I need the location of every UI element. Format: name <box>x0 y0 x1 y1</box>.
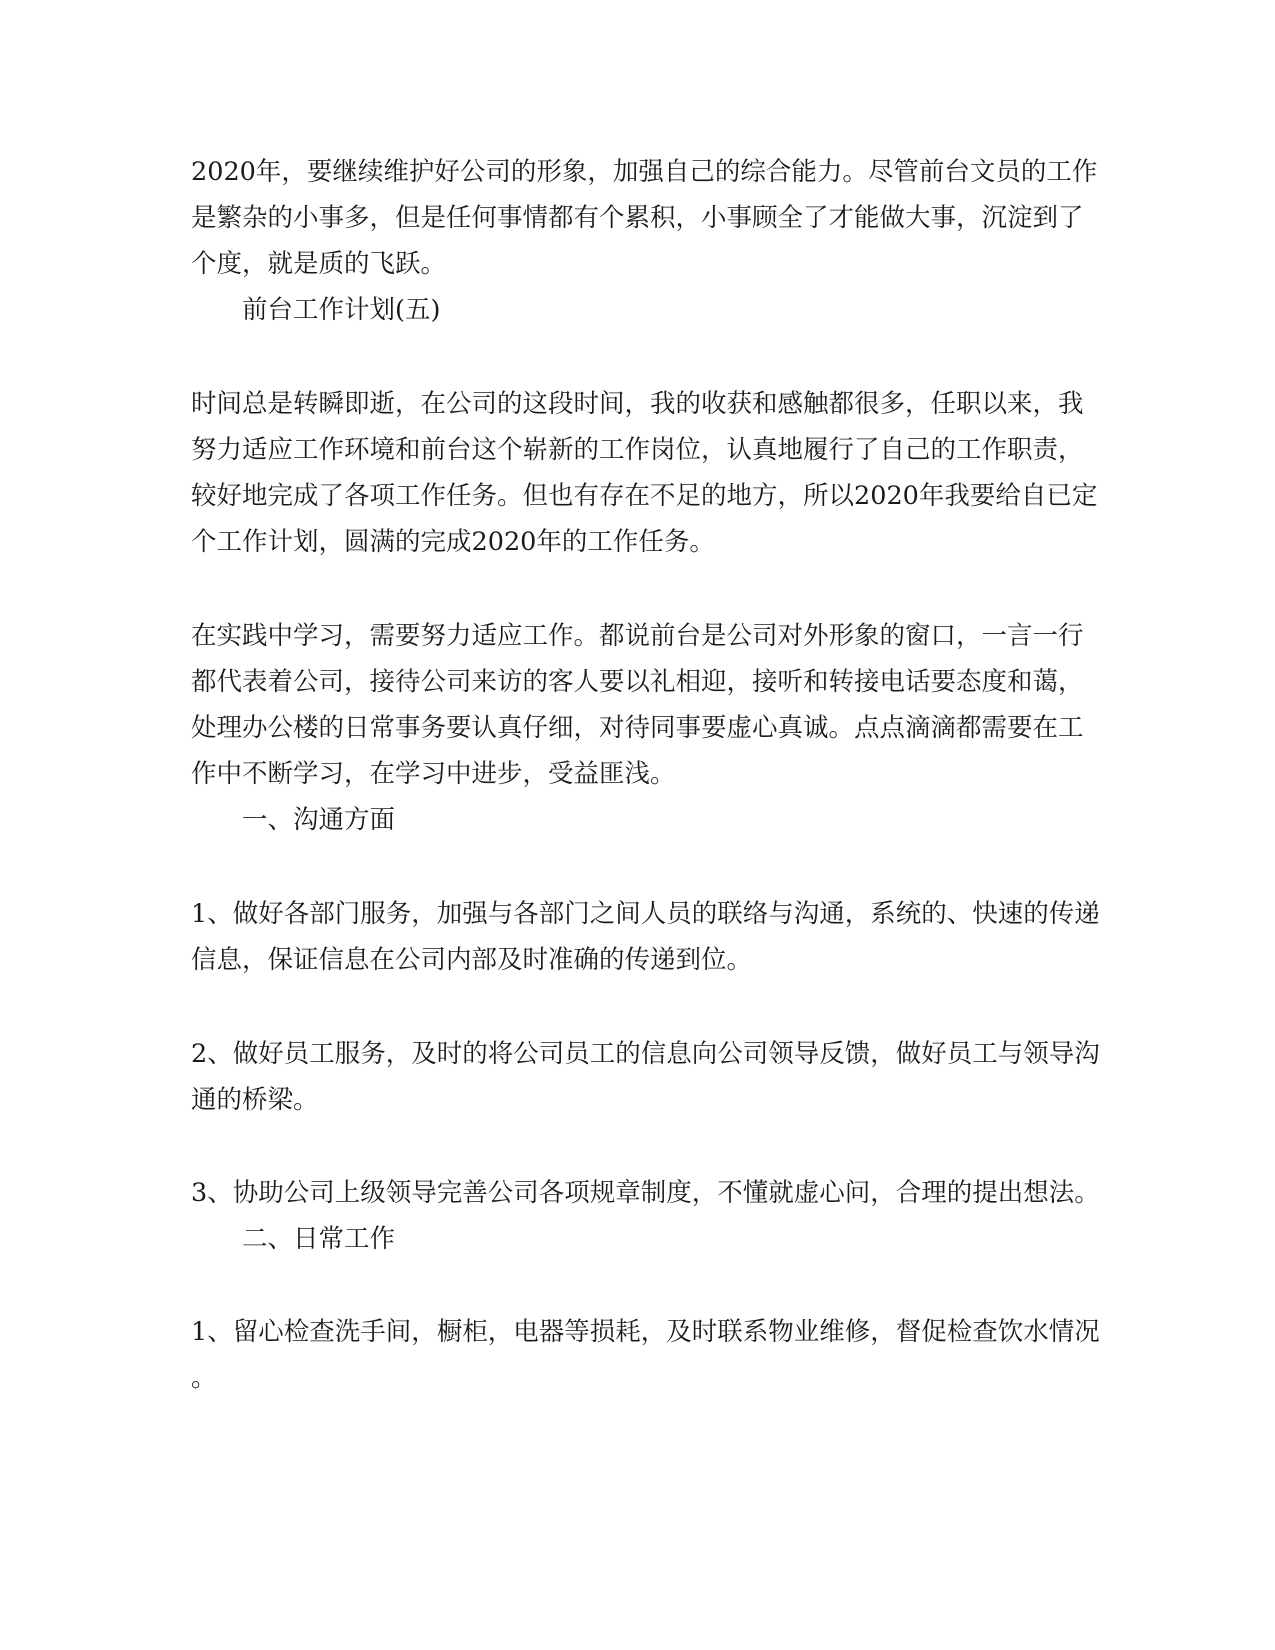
section-heading: 二、日常工作 <box>242 1224 396 1254</box>
section-heading: 一、沟通方面 <box>242 805 396 835</box>
paragraph-line: 时间总是转瞬即逝，在公司的这段时间，我的收获和感触都很多，任职以来，我 <box>191 389 1084 419</box>
list-item-line: 信息，保证信息在公司内部及时准确的传递到位。 <box>191 945 753 975</box>
paragraph-line: 2020年，要继续维护好公司的形象，加强自己的综合能力。尽管前台文员的工作 <box>191 157 1098 187</box>
list-item-line: 通的桥梁。 <box>191 1085 319 1115</box>
paragraph-line: 都代表着公司，接待公司来访的客人要以礼相迎，接听和转接电话要态度和蔼， <box>191 667 1084 697</box>
paragraph-line: 是繁杂的小事多，但是任何事情都有个累积，小事顾全了才能做大事，沉淀到了 <box>191 203 1084 233</box>
section-heading: 前台工作计划(五) <box>242 295 441 325</box>
list-item-line: 2、做好员工服务，及时的将公司员工的信息向公司领导反馈，做好员工与领导沟 <box>191 1039 1100 1069</box>
list-item-line: 3、协助公司上级领导完善公司各项规章制度，不懂就虚心问，合理的提出想法。 <box>191 1178 1100 1208</box>
paragraph-line: 较好地完成了各项工作任务。但也有存在不足的地方，所以2020年我要给自已定 <box>191 481 1098 511</box>
paragraph-line: 个工作计划，圆满的完成2020年的工作任务。 <box>191 527 715 557</box>
paragraph-line: 作中不断学习，在学习中进步，受益匪浅。 <box>191 759 676 789</box>
list-item-line: 1、做好各部门服务，加强与各部门之间人员的联络与沟通，系统的、快速的传递 <box>191 899 1100 929</box>
paragraph-line: 个度，就是质的飞跃。 <box>191 249 447 279</box>
list-item-line: 1、留心检查洗手间，橱柜，电器等损耗，及时联系物业维修，督促检查饮水情况 <box>191 1317 1100 1347</box>
paragraph-line: 在实践中学习，需要努力适应工作。都说前台是公司对外形象的窗口，一言一行 <box>191 621 1084 651</box>
list-item-line: 。 <box>191 1363 217 1393</box>
paragraph-line: 处理办公楼的日常事务要认真仔细，对待同事要虚心真诚。点点滴滴都需要在工 <box>191 713 1084 743</box>
paragraph-line: 努力适应工作环境和前台这个崭新的工作岗位，认真地履行了自己的工作职责， <box>191 435 1084 465</box>
